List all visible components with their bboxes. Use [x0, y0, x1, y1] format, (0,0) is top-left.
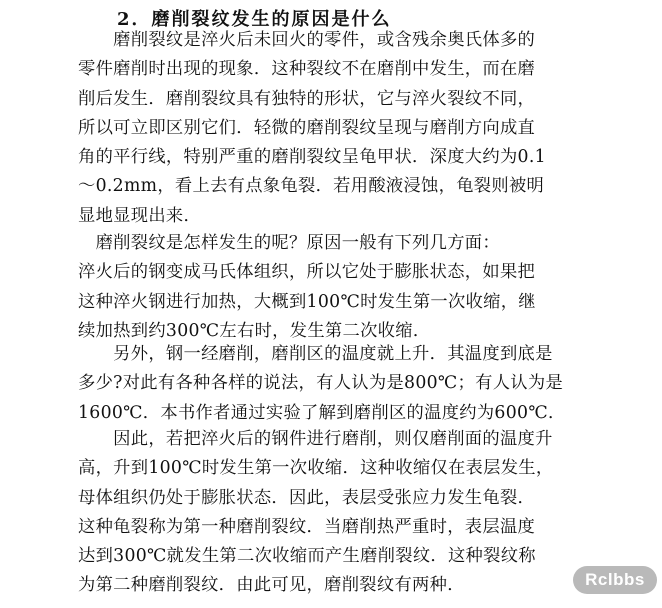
text-line: 所以可立即区别它们．轻微的磨削裂纹呈现与磨削方向成直: [78, 117, 536, 138]
text-line: 磨削裂纹是怎样发生的呢？原因一般有下列几方面：: [78, 233, 500, 253]
text-line: 零件磨削时出现的现象．这种裂纹不在磨削中发生，而在磨: [78, 59, 536, 80]
text-line: 角的平行线，特别严重的磨削裂纹呈龟甲状．深度大约为0.1: [78, 147, 546, 168]
text-line: 续加热到约300℃左右时，发生第二次收缩．: [78, 320, 431, 341]
text-line: 母体组织仍处于膨胀状态．因此，表层受张应力发生龟裂．: [78, 487, 536, 508]
text-line: 另外，钢一经磨削，磨削区的温度就上升．其温度到底是: [78, 344, 553, 364]
paragraph-2: [78, 229, 608, 346]
text-line: 高，升到100℃时发生第一次收缩．这种收缩仅在表层发生，: [78, 458, 554, 479]
text-line: 这种淬火钢进行加热，大概到100℃时发生第一次收缩，继: [78, 291, 536, 312]
paragraph-3: [78, 340, 608, 428]
text-line: 为第二种磨削裂纹．由此可见，磨削裂纹有两种．: [78, 575, 465, 596]
text-line: 达到300℃就发生第二次收缩而产生磨削裂纹．这种裂纹称: [78, 546, 536, 567]
text-line: 淬火后的钢变成马氏体组织，所以它处于膨胀状态，如果把: [78, 262, 536, 283]
paragraph-4: [78, 425, 608, 601]
paragraph-1: [78, 26, 608, 231]
text-line: 显地显现出来．: [78, 205, 202, 226]
text-line: 因此，若把淬火后的钢件进行磨削，则仅磨削面的温度升: [78, 429, 553, 449]
text-line: 1600℃．本书作者通过实验了解到磨削区的温度约为600℃．: [78, 402, 566, 423]
text-line: 这种龟裂称为第一种磨削裂纹．当磨削热严重时，表层温度: [78, 516, 536, 537]
text-line: 削后发生．磨削裂纹具有独特的形状，它与淬火裂纹不同，: [78, 88, 536, 109]
text-line: ～0.2mm，看上去有点象龟裂．若用酸液浸蚀，龟裂则被明: [78, 176, 545, 197]
site-watermark: Rclbbs: [573, 566, 657, 594]
text-line: 多少?对此有各种各样的说法，有人认为是800℃；有人认为是: [78, 373, 564, 394]
section-heading: 2．磨削裂纹发生的原因是什么: [117, 9, 392, 30]
text-line: 磨削裂纹是淬火后未回火的零件，或含残余奥氏体多的: [78, 30, 536, 50]
